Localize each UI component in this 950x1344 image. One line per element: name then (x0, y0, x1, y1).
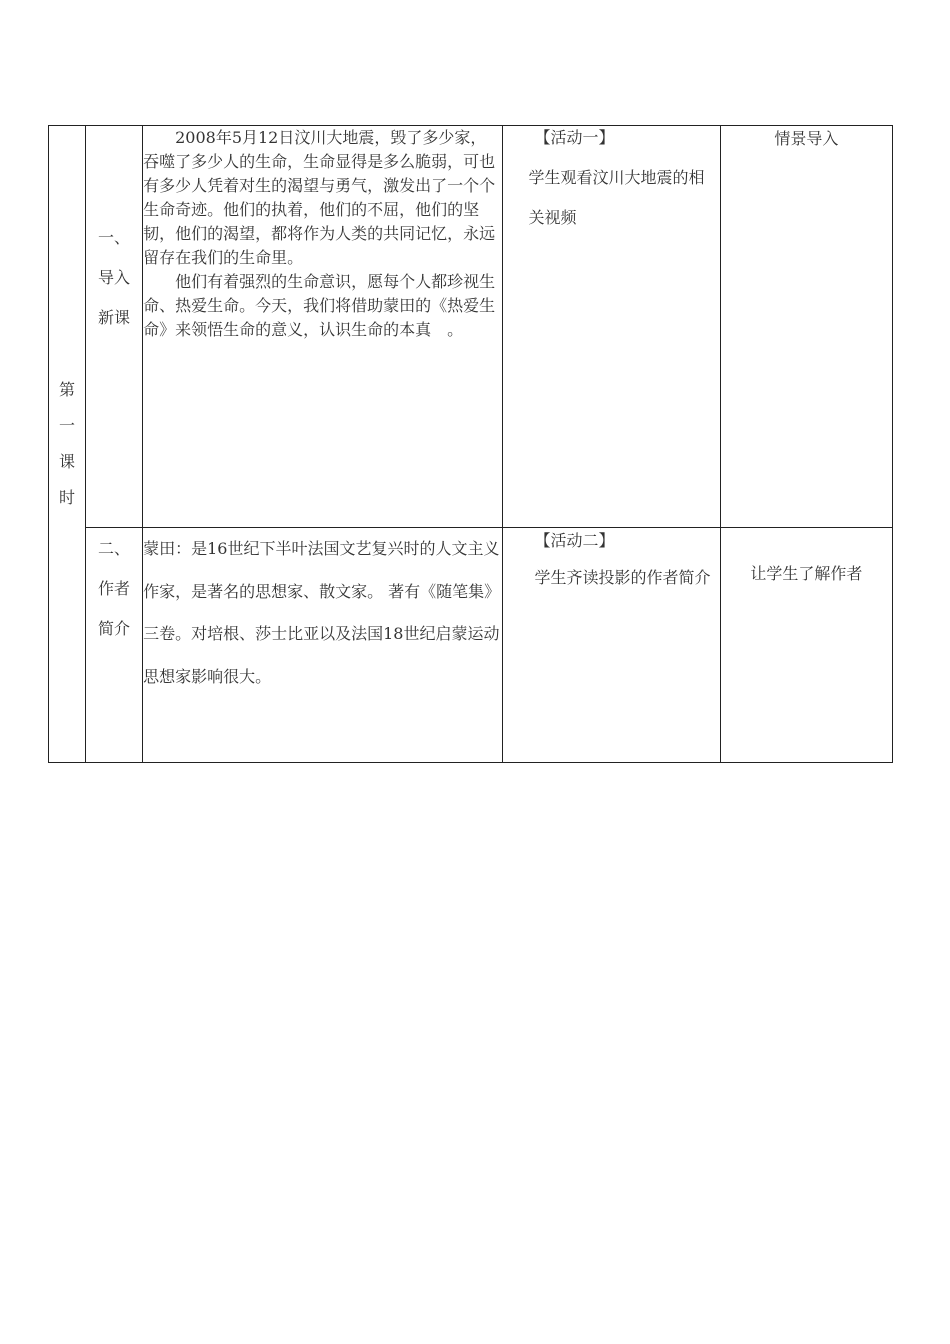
session-char: 一 (59, 416, 76, 435)
section-number: 一、 (98, 228, 131, 247)
table-row (49, 528, 893, 763)
section-cell (86, 126, 143, 528)
session-cell (49, 126, 86, 763)
section-title-line: 简介 (98, 619, 131, 638)
section-title-line: 新课 (98, 308, 131, 327)
section-title-line: 作者 (98, 579, 131, 598)
activity-label: 【活动二】 (534, 531, 615, 550)
content-paragraph: 他们有着强烈的生命意识，愿每个人都珍视生命、热爱生命。今天，我们将借助蒙田的《热爱生命》来领悟生命的意义，认识生命的本真 。 (143, 272, 496, 339)
content-paragraph: 蒙田：是16世纪下半叶法国文艺复兴时的人文主义作家，是著名的思想家、散文家。 著有《随笔集》三卷。对培根、莎士比亚以及法国18世纪启蒙运动思想家影响很大。 (143, 539, 501, 686)
activity-description: 学生观看汶川大地震的相关视频 (528, 168, 705, 227)
lesson-plan-table (48, 125, 893, 763)
goal-cell: 情景导入 (720, 126, 892, 528)
activity-label: 【活动一】 (534, 128, 615, 147)
session-char: 课 (59, 452, 76, 471)
content-paragraph: 2008年5月12日汶川大地震，毁了多少家，吞噬了多少人的生命，生命显得是多么脆弱，可也有多少人凭着对生的渴望与勇气，激发出了一个个生命奇迹。他们的执着，他们的不屈，他们的坚韧，他们的渴望，都将作为人类的共同记忆，永远留存在我们的生命里。 (143, 128, 496, 267)
session-char: 时 (59, 488, 76, 507)
content-cell (143, 126, 502, 528)
goal-cell: 让学生了解作者 (720, 528, 892, 763)
activity-cell (502, 528, 720, 763)
content-cell (143, 528, 502, 763)
table-row (49, 126, 893, 528)
session-char: 第 (59, 380, 76, 399)
section-cell (86, 528, 143, 763)
activity-description: 学生齐读投影的作者简介 (534, 568, 711, 587)
section-number: 二、 (98, 539, 131, 558)
section-title-line: 导入 (98, 268, 131, 287)
activity-cell (502, 126, 720, 528)
